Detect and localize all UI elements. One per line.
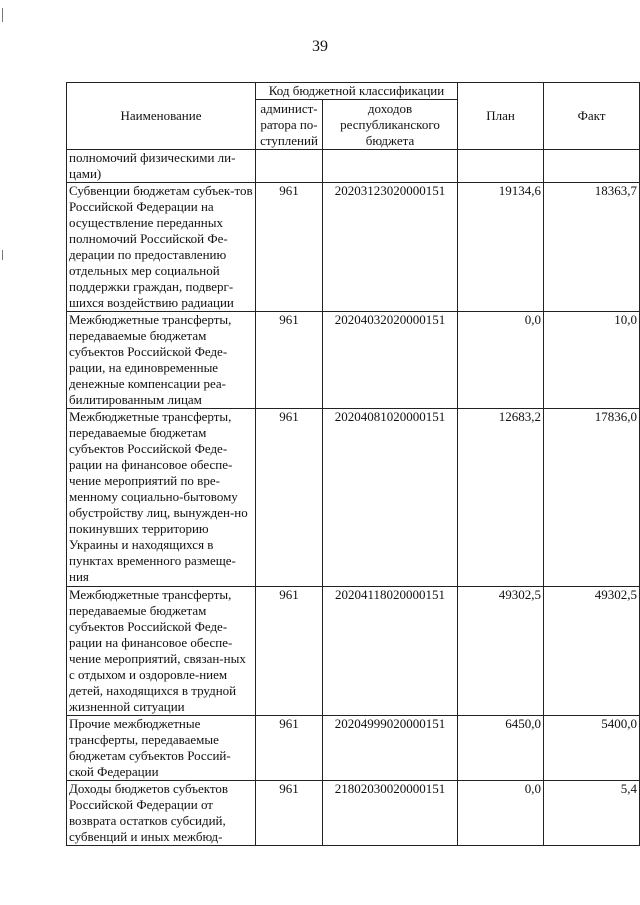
row-income-code: 20204032020000151 [323,312,458,409]
row-name: Субвенции бюджетам субъек-тов Российской Федерации на осуществление переданных полномочий Российской Фе-дерации по предоставлению отдельных мер социальной поддержки граждан, подверг-шихся воздействию радиации [67,183,256,312]
table-row [67,150,640,183]
header-code-group: Код бюджетной классификации [256,83,458,100]
table-row [67,781,640,846]
table-row [67,587,640,716]
page-number: 39 [312,38,328,55]
row-plan: 0,0 [458,312,544,409]
scan-edge-mark [2,250,3,260]
row-fact [544,150,640,183]
row-income-code: 20204081020000151 [323,409,458,587]
row-name: Доходы бюджетов субъектов Российской Федерации от возврата остатков субсидий, субвенций и иных межбюд- [67,781,256,846]
budget-table [66,82,640,846]
row-plan: 12683,2 [458,409,544,587]
row-admin-code: 961 [256,312,323,409]
row-name: полномочий физическими ли-цами) [67,150,256,183]
row-fact: 17836,0 [544,409,640,587]
row-admin-code: 961 [256,716,323,781]
row-admin-code: 961 [256,183,323,312]
row-fact: 5,4 [544,781,640,846]
row-name: Межбюджетные трансферты, передаваемые бюджетам субъектов Российской Феде-рации на финансовое обеспе-чение мероприятий, связан-ных с отдыхом и оздоровле-нием детей, находящихся в трудной жизненной ситуации [67,587,256,716]
header-admin: админист-ратора по-ступлений [256,100,323,150]
row-fact: 18363,7 [544,183,640,312]
row-fact: 5400,0 [544,716,640,781]
row-fact: 10,0 [544,312,640,409]
row-name: Межбюджетные трансферты, передаваемые бюджетам субъектов Российской Феде-рации, на единовременные денежные компенсации реа-билитированным лицам [67,312,256,409]
row-plan: 6450,0 [458,716,544,781]
row-plan [458,150,544,183]
row-plan: 49302,5 [458,587,544,716]
row-name: Прочие межбюджетные трансферты, передаваемые бюджетам субъектов Россий-ской Федерации [67,716,256,781]
header-income: доходов республиканского бюджета [323,100,458,150]
scan-edge-mark [2,8,3,22]
row-income-code: 20204999020000151 [323,716,458,781]
table-row [67,716,640,781]
row-plan: 0,0 [458,781,544,846]
row-income-code: 20204118020000151 [323,587,458,716]
row-admin-code: 961 [256,409,323,587]
row-admin-code: 961 [256,781,323,846]
header-fact: Факт [544,83,640,150]
table-row [67,409,640,587]
row-income-code: 21802030020000151 [323,781,458,846]
row-name: Межбюджетные трансферты, передаваемые бюджетам субъектов Российской Феде-рации на финансовое обеспе-чение мероприятий по вре-менному социально-бытовому обустройству лиц, вынужден-но покинувших территорию Украины и находящихся в пунктах временного размеще-ния [67,409,256,587]
row-fact: 49302,5 [544,587,640,716]
header-plan: План [458,83,544,150]
row-admin-code: 961 [256,587,323,716]
header-name: Наименование [67,83,256,150]
table-row [67,312,640,409]
table-body [67,150,640,846]
row-income-code: 20203123020000151 [323,183,458,312]
row-plan: 19134,6 [458,183,544,312]
row-admin-code [256,150,323,183]
table-row [67,183,640,312]
table-header [67,83,640,150]
row-income-code [323,150,458,183]
